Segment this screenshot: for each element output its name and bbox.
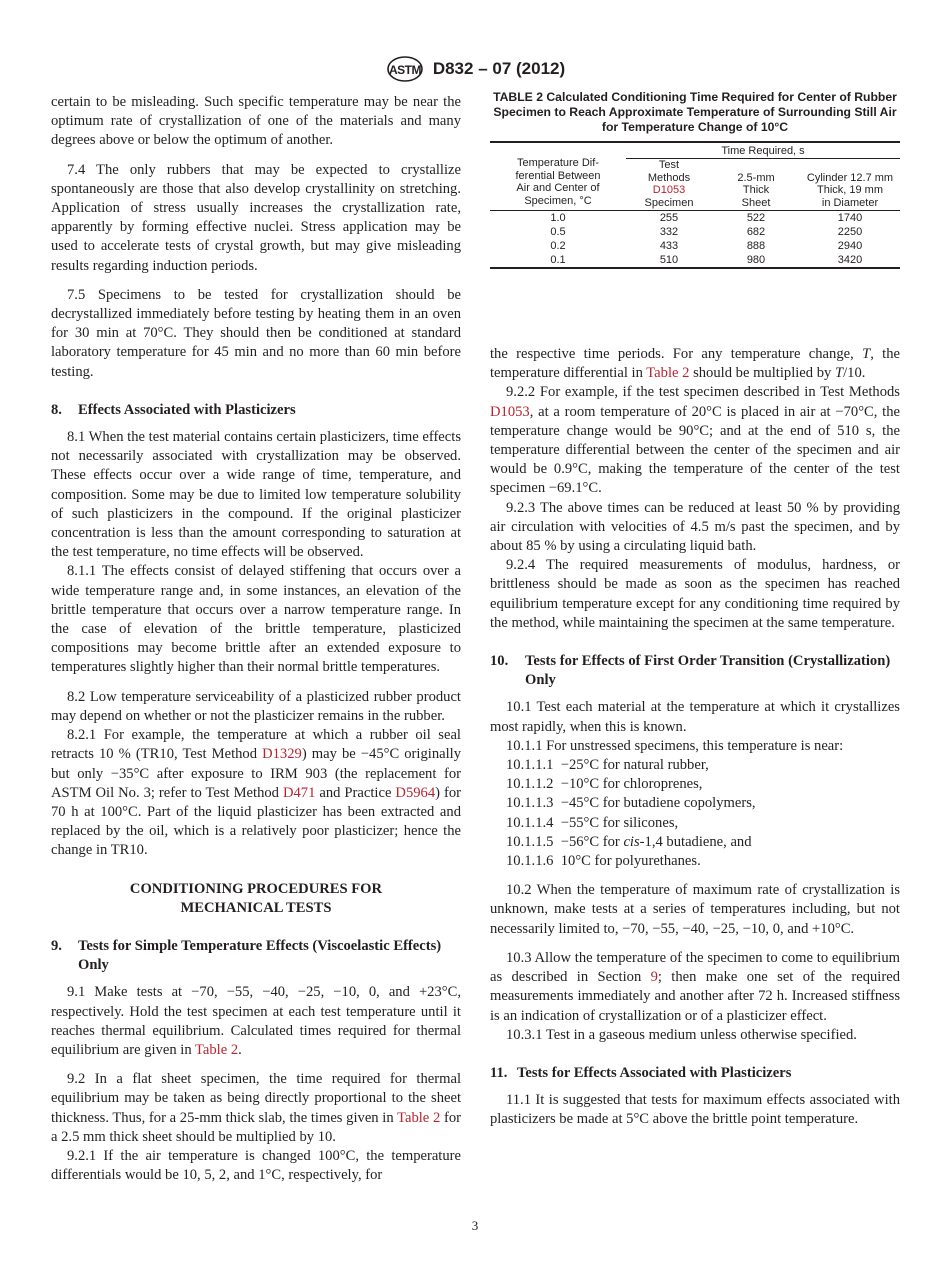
page-number: 3 (471, 1218, 479, 1233)
paragraph-10-3: 10.3 Allow the temperature of the specimen to come to equilibrium as described in Section 9; then make one set of the required measurements immediately and another after 72 h. Increased stiffness is an indication of crystallization or of a plasticizer effect. (490, 949, 900, 1024)
list-item: 10.1.1.1 −25°C for natural rubber, (506, 757, 709, 774)
paragraph-9-2-1: 9.2.1 If the air temperature is changed 100°C, the temperature differentials would be 10, 5, 2, and 1°C, respectively, for (51, 1147, 461, 1184)
link-d471[interactable]: D471 (282, 784, 316, 801)
paragraph-10-1: 10.1 Test each material at the temperature at which it crystallizes most rapidly, when this is known. (490, 699, 900, 735)
document-id: D832 – 07 (2012) (432, 59, 566, 78)
link-d1053[interactable]: D1053 (490, 403, 530, 420)
table-2 (490, 141, 900, 269)
table-row: 0.2 433 888 2940 (550, 239, 863, 252)
paragraph-8-1: 8.1 When the test material contains certain plasticizers, time effects not necessarily associated with crystallization may be observed. These effects occur over a wide range of time, temperature, and composition. Some may be due to limited low temperature solubility of such plasticizers in the compound. If the original plasticizer concentration is less than the amount corresponding to saturation at the test temperature, no time effects will be observed. (51, 429, 461, 561)
paragraph-7-3-continued: certain to be misleading. Such specific temperature may be near the optimum rate of crystallization of one of the materials and many degrees above or below the optimum of another. (51, 94, 461, 149)
list-item: 10.1.1.6 10°C for polyurethanes. (506, 853, 701, 870)
list-item: 10.1.1.5 −56°C for cis-1,4 butadiene, and (506, 833, 752, 850)
link-table-2[interactable]: Table 2 (646, 365, 690, 382)
paragraph-7-4: 7.4 The only rubbers that may be expected to crystallize spontaneously are those that also develop crystallinity on stretching. Application of stress usually increases the crystallization rate, apparently by forming effective nuclei. Stress application may be used to accelerate tests of crystal growth, but may give misleading results regarding induction periods. (51, 161, 461, 274)
paragraph-9-1: 9.1 Make tests at −70, −55, −40, −25, −10, 0, and +23°C, respectively. Hold the test specimen at each test temperature until it reaches thermal equilibrium. Calculated times required for thermal equilibrium are given in Table 2. (51, 984, 461, 1058)
table-row: 0.1 510 980 3420 (490, 253, 900, 268)
paragraph-8-2: 8.2 Low temperature serviceability of a plasticized rubber product may depend on whether or not the plasticizer remains in the rubber. (51, 688, 461, 724)
paragraph-9-2-1-continued: the respective time periods. For any temperature change, T, the temperature differential in Table 2 should be multiplied by T/10. (490, 346, 900, 382)
paragraph-10-1-1: 10.1.1 For unstressed specimens, this temperature is near: (506, 737, 844, 754)
paragraph-9-2: 9.2 In a flat sheet specimen, the time required for thermal equilibrium may be taken as being directly proportional to the sheet thickness. Thus, for a 25-mm thick slab, the times given in Table 2 for a 2.5 mm thick sheet should be multiplied by 10. (51, 1071, 461, 1145)
list-item: 10.1.1.4 −55°C for silicones, (506, 814, 679, 831)
column-group-time-required: Time Required, s (626, 142, 900, 159)
column-header-cylinder: Cylinder 12.7 mm Thick, 19 mm in Diameter (800, 159, 900, 210)
list-item: 10.1.1.3 −45°C for butadiene copolymers, (506, 795, 756, 812)
table-2-block (490, 90, 900, 269)
section-8-heading: 8. Effects Associated with Plasticizers (51, 401, 296, 418)
right-column (490, 345, 900, 1130)
link-table-2[interactable]: Table 2 (195, 1041, 239, 1058)
paragraph-11-1: 11.1 It is suggested that tests for maximum effects associated with plasticizers be made at 5°C above the brittle point temperature. (490, 1092, 900, 1128)
page-header (0, 55, 950, 85)
table-2-title: TABLE 2 Calculated Conditioning Time Required for Center of Rubber Specimen to Reach Approximate Temperature of Surrounding Still Air for Temperature Change of 10°C (493, 90, 897, 135)
paragraph-10-3-1: 10.3.1 Test in a gaseous medium unless otherwise specified. (506, 1026, 857, 1043)
link-d5964[interactable]: D5964 (395, 784, 436, 801)
link-section-9[interactable]: 9 (650, 969, 658, 986)
paragraph-9-2-3: 9.2.3 The above times can be reduced at least 50 % by providing air circulation with velocities of 4.5 m/s past the specimen, and by about 85 % by using a circulating liquid bath. (490, 499, 900, 555)
column-header-thick-sheet: 2.5-mm Thick Sheet (712, 159, 800, 210)
paragraph-7-5: 7.5 Specimens to be tested for crystallization should be decrystallized immediately before testing by heating them in an oven for 30 min at 70°C. They should then be conditioned at standard laboratory temperature for 45 min and no more than 60 min before testing. (51, 286, 461, 380)
left-column (51, 93, 461, 1185)
column-header-d1053-specimen: Test Methods D1053 Specimen (626, 159, 712, 210)
list-item: 10.1.1.2 −10°C for chloroprenes, (506, 776, 703, 793)
column-header-temperature-differential: Temperature Dif- ferential Between Air and Center of Specimen, °C (490, 142, 626, 210)
table-row: 1.0 255 522 1740 (550, 211, 863, 224)
paragraph-8-1-1: 8.1.1 The effects consist of delayed stiffening that occurs over a wide temperature range and, in some instances, an elevation of the brittle temperature that occurs over a narrow temperature range. In the case of elevation of the brittle temperature, plasticized compositions may become brittle after an extended exposure to temperatures slightly higher than their normal brittle temperatures. (51, 563, 461, 676)
conditioning-procedures-heading: CONDITIONING PROCEDURES FOR MECHANICAL TESTS (129, 880, 383, 916)
paragraph-8-2-1: 8.2.1 For example, the temperature at which a rubber oil seal retracts 10 % (TR10, Test Method D1329) may be −45°C originally but only −35°C after exposure to IRM 903 (the replacement for ASTM Oil No. 3; refer to Test Method D471 and Practice D5964) for 70 h at 100°C. Part of the liquid plasticizer has been extracted and replaced by the oil, which is a relatively poor plasticizer; hence the change in TR10. (51, 727, 461, 859)
link-d1329[interactable]: D1329 (262, 746, 302, 763)
section-11-heading: 11. Tests for Effects Associated with Plasticizers (490, 1064, 792, 1081)
paragraph-10-2: 10.2 When the temperature of maximum rate of crystallization is unknown, make tests at a series of temperatures including, but not necessarily limited to, −70, −55, −40, −25, −10, 0, and +10°C. (490, 882, 900, 937)
section-10-heading: 10. Tests for Effects of First Order Transition (Crystallization) Only (490, 653, 891, 689)
svg-text:ASTM: ASTM (388, 63, 421, 77)
section-9-heading: 9. Tests for Simple Temperature Effects (Viscoelastic Effects) Only (51, 937, 442, 974)
paragraph-9-2-4: 9.2.4 The required measurements of modulus, hardness, or brittleness should be made as soon as the specimen has reached equilibrium temperature except for any conditioning time required by the method, while maintaining the specimen at the same temperature. (490, 557, 900, 631)
link-table-2[interactable]: Table 2 (397, 1109, 441, 1126)
astm-logo-icon (385, 55, 425, 83)
table-row: 0.5 332 682 2250 (550, 225, 863, 238)
paragraph-9-2-2: 9.2.2 For example, if the test specimen described in Test Methods D1053, at a room temperature of 20°C is placed in air at −70°C, the temperature change would be 90°C; and at the end of 510 s, the temperature differential between the center of the specimen and air would be 0.9°C, making the temperature of the center of the test specimen −69.1°C. (490, 384, 900, 497)
link-d1053[interactable]: D1053 (652, 184, 686, 197)
